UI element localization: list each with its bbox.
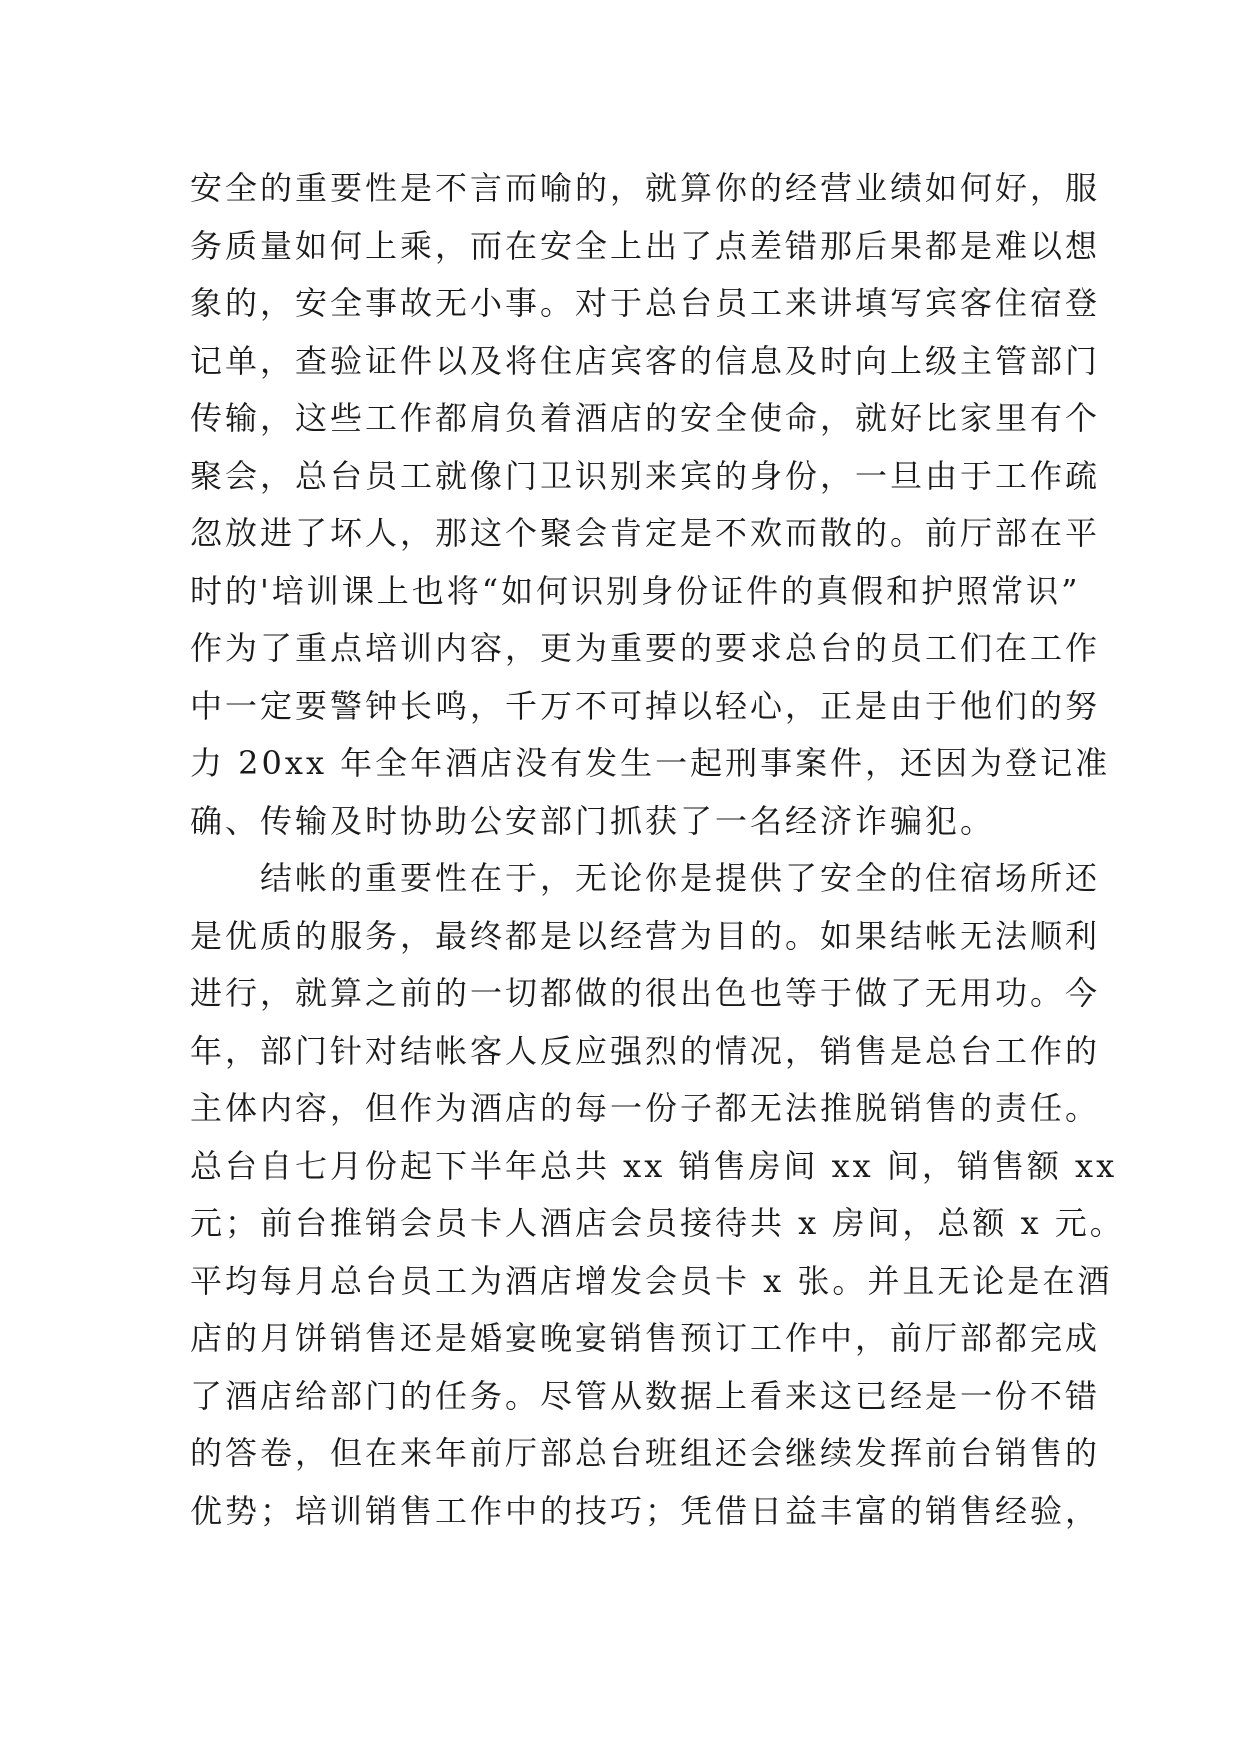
paragraph-checkout <box>190 850 1125 1540</box>
text-line: 是优质的服务，最终都是以经营为目的。如果结帐无法顺利 <box>190 916 1101 955</box>
text-line: 力 20xx 年全年酒店没有发生一起刑事案件，还因为登记准 <box>190 744 1111 782</box>
text-line: 的答卷，但在来年前厅部总台班组还会继续发挥前台销售的 <box>190 1434 1101 1472</box>
text-line: 进行，就算之前的一切都做的很出色也等于做了无用功。今 <box>190 974 1101 1012</box>
text-line: 平均每月总台员工为酒店增发会员卡 x 张。并且无论是在酒 <box>190 1261 1113 1300</box>
text-line: 确、传输及时协助公安部门抓获了一名经济诈骗犯。 <box>190 801 996 840</box>
text-line: 中一定要警钟长鸣，千万不可掉以轻心，正是由于他们的努 <box>190 686 1101 725</box>
text-line: 象的，安全事故无小事。对于总台员工来讲填写宾客住宿登 <box>190 284 1101 322</box>
text-line: 聚会，总台员工就像门卫识别来宾的身份，一旦由于工作疏 <box>190 456 1101 495</box>
text-line: 传输，这些工作都肩负着酒店的安全使命，就好比家里有个 <box>190 399 1101 437</box>
document-body <box>190 160 1125 1540</box>
text-line: 作为了重点培训内容，更为重要的要求总台的员工们在工作 <box>190 629 1101 667</box>
text-line: 了酒店给部门的任务。尽管从数据上看来这已经是一份不错 <box>190 1376 1101 1415</box>
paragraph-safety <box>190 160 1111 850</box>
text-line: 主体内容，但作为酒店的每一份子都无法推脱销售的责任。 <box>190 1089 1101 1127</box>
text-line: 记单，查验证件以及将住店宾客的信息及时向上级主管部门 <box>190 341 1101 380</box>
text-line: 务质量如何上乘，而在安全上出了点差错那后果都是难以想 <box>190 226 1101 265</box>
text-line: 安全的重要性是不言而喻的，就算你的经营业绩如何好，服 <box>190 169 1101 207</box>
text-line: 元；前台推销会员卡人酒店会员接待共 x 房间，总额 x 元。 <box>190 1204 1125 1242</box>
text-line: 结帐的重要性在于，无论你是提供了安全的住宿场所还 <box>260 859 1101 897</box>
text-line: 店的月饼销售还是婚宴晚宴销售预订工作中，前厅部都完成 <box>190 1319 1101 1357</box>
text-line: 总台自七月份起下半年总共 xx 销售房间 xx 间，销售额 xx <box>190 1146 1118 1185</box>
text-line: 忽放进了坏人，那这个聚会肯定是不欢而散的。前厅部在平 <box>190 514 1101 552</box>
text-line: 优势；培训销售工作中的技巧；凭借日益丰富的销售经验， <box>190 1491 1101 1530</box>
text-line: 时的'培训课上也将“如何识别身份证件的真假和护照常识” <box>190 571 1081 610</box>
text-line: 年，部门针对结帐客人反应强烈的情况，销售是总台工作的 <box>190 1031 1101 1070</box>
